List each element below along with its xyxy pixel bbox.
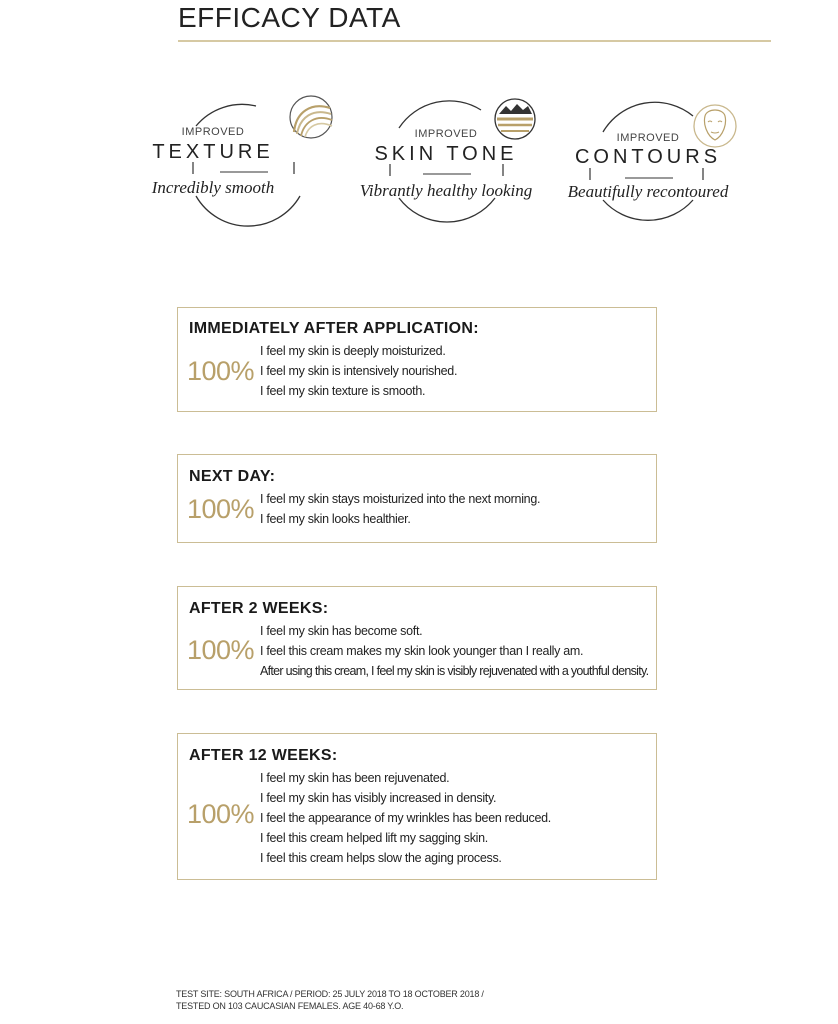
card-heading: AFTER 12 WEEKS: xyxy=(189,747,338,764)
card-statement: I feel my skin is intensively nourished. xyxy=(260,364,458,378)
badge-contours-big: CONTOURS xyxy=(574,146,722,168)
title-divider xyxy=(178,40,771,42)
footnote-line: TEST SITE: SOUTH AFRICA / PERIOD: 25 JULY 2018 TO 18 OCTOBER 2018 / xyxy=(176,989,484,999)
card-statement: I feel my skin stays moisturized into the next morning. xyxy=(260,492,541,506)
badge-texture-small: IMPROVED xyxy=(181,126,245,138)
card-percent: 100% xyxy=(187,799,255,829)
badge-contours xyxy=(543,92,753,232)
result-card-12-weeks xyxy=(177,733,657,880)
card-statement: I feel my skin has been rejuvenated. xyxy=(260,771,450,785)
card-statement: I feel my skin has become soft. xyxy=(260,624,423,638)
footnote-line: TESTED ON 103 CAUCASIAN FEMALES. AGE 40-68 Y.O. xyxy=(176,1001,404,1011)
page-title: EFFICACY DATA xyxy=(178,2,401,33)
card-statement: I feel this cream helps slow the aging process. xyxy=(260,851,502,865)
card-statement-list xyxy=(260,768,551,868)
badge-skin-tone-tagline: Vibrantly healthy looking xyxy=(359,181,533,200)
result-card-2-weeks xyxy=(177,586,657,690)
card-percent: 100% xyxy=(187,494,255,524)
badge-skin-tone-big: SKIN TONE xyxy=(374,143,518,165)
card-statement-list xyxy=(260,489,540,529)
badge-contours-small: IMPROVED xyxy=(616,132,680,144)
card-statement-list xyxy=(260,621,648,681)
badge-skin-tone xyxy=(341,92,551,232)
card-statement-list xyxy=(260,341,457,401)
card-statement: I feel my skin is deeply moisturized. xyxy=(260,344,446,358)
card-percent: 100% xyxy=(187,635,255,665)
card-heading: AFTER 2 WEEKS: xyxy=(189,600,329,617)
card-statement: I feel this cream helped lift my sagging skin. xyxy=(260,831,488,845)
badge-texture xyxy=(138,92,348,232)
card-statement: I feel the appearance of my wrinkles has been reduced. xyxy=(260,811,551,825)
test-footnote xyxy=(176,988,484,1012)
card-percent: 100% xyxy=(187,356,255,386)
card-statement: I feel this cream makes my skin look younger than I really am. xyxy=(260,644,584,658)
badge-texture-big: TEXTURE xyxy=(152,141,274,163)
card-statement: I feel my skin has visibly increased in density. xyxy=(260,791,497,805)
card-statement: I feel my skin looks healthier. xyxy=(260,512,411,526)
card-statement: I feel my skin texture is smooth. xyxy=(260,384,426,398)
badge-contours-tagline: Beautifully recontoured xyxy=(567,182,729,201)
result-card-next-day xyxy=(177,454,657,543)
card-heading: NEXT DAY: xyxy=(189,468,276,485)
result-card-immediate xyxy=(177,307,657,412)
card-heading: IMMEDIATELY AFTER APPLICATION: xyxy=(189,320,479,337)
badge-texture-tagline: Incredibly smooth xyxy=(151,178,275,197)
card-statement: After using this cream, I feel my skin is visibly rejuvenated with a youthful density. xyxy=(260,664,649,678)
badge-skin-tone-small: IMPROVED xyxy=(414,128,478,140)
